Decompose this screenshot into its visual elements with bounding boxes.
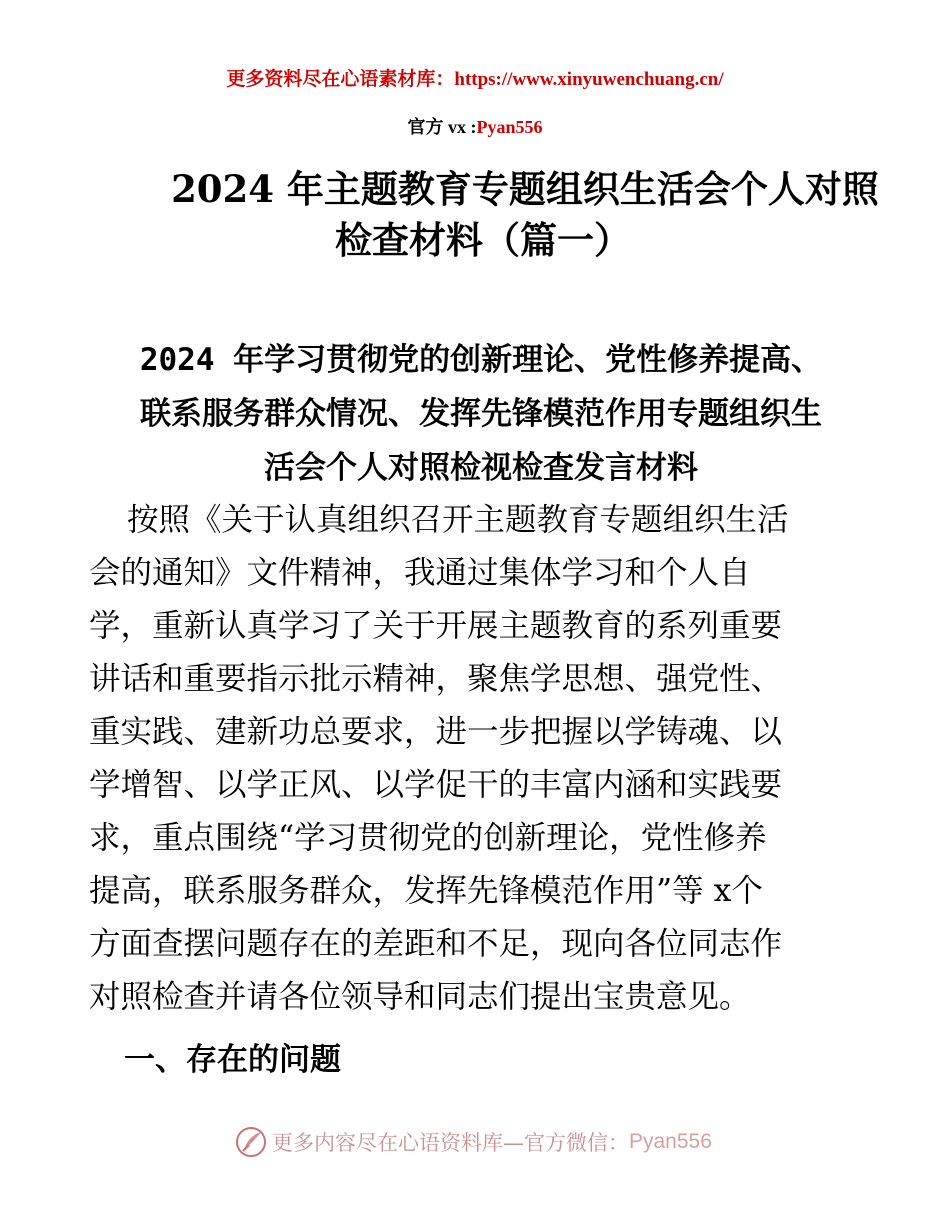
wechat-label: 官方 vx :: [407, 117, 477, 137]
subtitle-line-3: 活会个人对照检视检查发言材料: [264, 450, 698, 486]
body-line: 方面查摆问题存在的差距和不足，现向各位同志作: [89, 926, 783, 962]
wechat-id: Pyan556: [476, 117, 543, 137]
document-subtitle: [96, 333, 866, 495]
body-line: 学，重新认真学习了关于开展主题教育的系列重要: [89, 608, 783, 644]
document-title: [60, 164, 920, 266]
header-source-line: 更多资料尽在心语素材库：https://www.xinyuwenchuang.cn/: [226, 69, 724, 90]
subtitle-line-2: 联系服务群众情况、发挥先锋模范作用专题组织生: [140, 396, 822, 432]
body-line: 提高，联系服务群众，发挥先锋模范作用”等 x个: [89, 873, 763, 909]
footer-wechat-id: Pyan556: [629, 1130, 712, 1153]
body-line: 学增智、以学正风、以学促干的丰富内涵和实践要: [89, 767, 783, 803]
feather-seal-icon: [234, 1125, 268, 1159]
body-paragraph: [89, 494, 859, 1024]
title-line-2: 检查材料（篇一）: [335, 218, 631, 262]
body-line: 重实践、建新功总要求，进一步把握以学铸魂、以: [89, 714, 783, 750]
footer-text: 更多内容尽在心语资料库—官方微信：: [272, 1131, 629, 1155]
body-line: 对照检查并请各位领导和同志们提出宝贵意见。: [89, 979, 751, 1015]
body-line: 按照《关于认真组织召开主题教育专题组织生活: [127, 502, 789, 538]
title-line-1: 2024 年主题教育专题组织生活会个人对照: [171, 167, 879, 211]
body-line: 讲话和重要指示批示精神，聚焦学思想、强党性、: [89, 661, 783, 697]
header-wechat-line: [0, 114, 950, 140]
section-heading: 一、存在的问题: [124, 1042, 341, 1078]
body-line: 求，重点围绕“学习贯彻党的创新理论，党性修养: [89, 820, 767, 856]
body-line: 会的通知》文件精神，我通过集体学习和个人自: [89, 555, 751, 591]
subtitle-line-1: 2024 年学习贯彻党的创新理论、党性修养提高、: [139, 342, 823, 378]
footer-watermark: [234, 1125, 712, 1159]
